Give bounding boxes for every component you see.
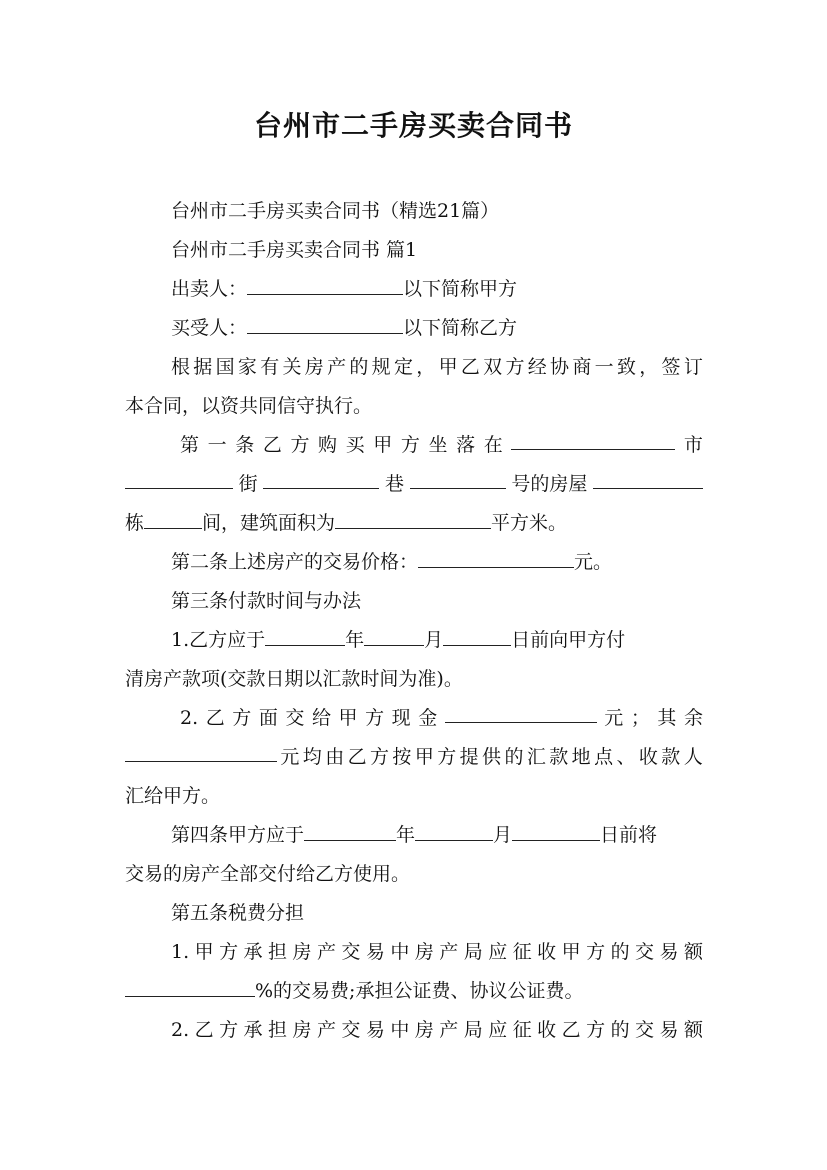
text-glyph: 方 (219, 941, 239, 963)
text-glyph: 易 (365, 1019, 385, 1041)
text-glyph: 2. (180, 707, 199, 729)
text-glyph: 月 (493, 824, 513, 846)
lane-blank (410, 470, 506, 489)
deliver-month-blank (415, 822, 493, 841)
text-glyph: 的 (504, 746, 524, 768)
text-glyph: 收 (638, 746, 658, 768)
text-glyph: 第 (180, 434, 200, 456)
text-glyph: 甲 (561, 941, 581, 963)
art5-p2-line-1 (171, 1016, 703, 1044)
text-glyph: 款 (549, 746, 569, 768)
remainder-blank (125, 743, 277, 762)
text-glyph: 方 (400, 434, 420, 456)
text-glyph: 元。 (574, 551, 613, 573)
text-glyph: 产 (316, 1019, 336, 1041)
text-glyph: 款 (661, 746, 681, 768)
street-blank (263, 470, 379, 489)
text-glyph: 甲 (194, 941, 214, 963)
text-glyph: 收 (537, 941, 557, 963)
text-glyph: 金 (418, 707, 438, 729)
text-glyph: 房 (292, 941, 312, 963)
text-glyph: 房 (304, 356, 324, 378)
text-glyph: 元 (604, 707, 624, 729)
text-glyph: 双 (483, 356, 503, 378)
text-glyph: 乙 (561, 1019, 581, 1041)
text-glyph: 按 (392, 746, 412, 768)
text-glyph: 担 (268, 1019, 288, 1041)
art2-line (171, 548, 703, 576)
text-glyph: 应 (488, 941, 508, 963)
preamble-line-2: 本合同，以资共同信守执行。 (125, 395, 373, 417)
art5-heading: 第五条税费分担 (171, 902, 305, 924)
text-glyph: 点 (594, 746, 614, 768)
text-glyph: 易 (365, 941, 385, 963)
seller-blank (247, 276, 403, 295)
text-glyph: 、 (616, 746, 636, 768)
intro-line: 台州市二手房买卖合同书（精选21篇） (171, 200, 500, 222)
text-glyph: 承 (243, 1019, 263, 1041)
text-glyph: 定 (393, 356, 413, 378)
text-glyph: 征 (512, 1019, 532, 1041)
text-glyph: 据 (193, 356, 213, 378)
text-glyph: 买 (345, 434, 365, 456)
art3-p2-line-3: 汇给甲方。 (125, 785, 221, 807)
text-glyph: 乙 (460, 356, 480, 378)
seller-label: 出卖人： (171, 278, 248, 300)
house-blank (593, 470, 703, 489)
text-glyph: 方 (437, 746, 457, 768)
text-glyph: 收 (537, 1019, 557, 1041)
area-blank (335, 510, 491, 529)
buyer-line (171, 314, 703, 342)
text-glyph: 产 (327, 356, 347, 378)
text-glyph: 面 (258, 707, 278, 729)
art3-p1-line-2: 清房产款项(交款日期以汇款时间为准)。 (125, 668, 463, 690)
text-glyph: 房 (414, 941, 434, 963)
seller-fee-rate-blank (125, 978, 255, 997)
text-glyph: ， (639, 356, 659, 378)
building-label: 栋 (125, 512, 145, 534)
art1-line-1 (180, 431, 703, 459)
text-glyph: 元 (280, 746, 300, 768)
text-glyph: 的 (610, 941, 630, 963)
text-glyph: 的 (610, 1019, 630, 1041)
pay-day-blank (443, 627, 511, 646)
text-glyph: 承 (243, 941, 263, 963)
text-glyph: 的 (349, 356, 369, 378)
text-glyph: 房 (414, 1019, 434, 1041)
text-glyph: 征 (512, 941, 532, 963)
pay-month-blank (364, 627, 424, 646)
text-glyph: 中 (390, 1019, 410, 1041)
text-glyph: 方 (505, 356, 525, 378)
city-blank (511, 431, 675, 450)
text-glyph: 根 (171, 356, 191, 378)
text-glyph: 余 (683, 707, 703, 729)
text-glyph: 日前向甲方付 (511, 629, 626, 651)
text-glyph: 条 (235, 434, 255, 456)
text-glyph: 甲 (338, 707, 358, 729)
text-glyph: 易 (659, 1019, 679, 1041)
text-glyph: 2. (171, 1019, 190, 1041)
text-glyph: 坐 (428, 434, 448, 456)
price-blank (418, 549, 574, 568)
text-glyph: 甲 (414, 746, 434, 768)
text-glyph: 额 (683, 1019, 703, 1041)
text-glyph: 局 (463, 941, 483, 963)
art3-p2-line-2 (125, 743, 703, 771)
text-glyph: 其 (657, 707, 677, 729)
deliver-year-blank (304, 822, 396, 841)
text-glyph: 乙 (205, 707, 225, 729)
text-glyph: 产 (316, 941, 336, 963)
text-glyph: 易 (659, 941, 679, 963)
text-glyph: 乙 (194, 1019, 214, 1041)
text-glyph: 1. (171, 941, 190, 963)
art3-p1-line-1 (171, 626, 703, 654)
text-glyph: 产 (439, 1019, 459, 1041)
text-glyph: 提 (459, 746, 479, 768)
text-glyph: 一 (594, 356, 614, 378)
room-label: 间，建筑面积为 (202, 512, 336, 534)
city-label: 市 (683, 434, 703, 456)
building-blank (144, 510, 202, 529)
seller-line (171, 275, 703, 303)
text-glyph: 甲 (373, 434, 393, 456)
text-glyph: 商 (572, 356, 592, 378)
text-glyph: 第四条甲方应于 (171, 824, 305, 846)
text-glyph: 有 (260, 356, 280, 378)
text-glyph: 担 (268, 941, 288, 963)
text-glyph: 落 (456, 434, 476, 456)
text-glyph: 一 (207, 434, 227, 456)
text-glyph: 协 (550, 356, 570, 378)
text-glyph: 汇 (526, 746, 546, 768)
seller-suffix: 以下简称甲方 (403, 278, 518, 300)
art4-line-1 (171, 821, 703, 849)
text-glyph: 乙 (347, 746, 367, 768)
text-glyph: ， (416, 356, 436, 378)
text-glyph: 方 (232, 707, 252, 729)
art3-p2-line-1 (180, 704, 703, 732)
text-glyph: 交 (285, 707, 305, 729)
text-glyph: 关 (282, 356, 302, 378)
text-glyph: 在 (483, 434, 503, 456)
deliver-day-blank (512, 822, 600, 841)
text-glyph: 局 (463, 1019, 483, 1041)
text-glyph: 交 (341, 941, 361, 963)
art3-heading: 第三条付款时间与办法 (171, 590, 362, 612)
text-glyph: 交 (635, 941, 655, 963)
city-name-blank (125, 470, 233, 489)
text-glyph: 乙 (262, 434, 282, 456)
text-glyph: 产 (439, 941, 459, 963)
text-glyph: 房 (292, 1019, 312, 1041)
buyer-label: 买受人： (171, 317, 248, 339)
text-glyph: 购 (318, 434, 338, 456)
art1-line-3 (125, 509, 703, 537)
art5-p1-line-1 (171, 938, 703, 966)
lane-label: 巷 (384, 473, 404, 495)
text-glyph: 人 (683, 746, 703, 768)
text-glyph: 方 (365, 707, 385, 729)
text-glyph: 由 (325, 746, 345, 768)
text-glyph: 现 (391, 707, 411, 729)
text-glyph: 甲 (438, 356, 458, 378)
cash-blank (445, 704, 597, 723)
text-glyph: %的交易费;承担公证费、协议公证费。 (255, 980, 584, 1002)
text-glyph: 方 (370, 746, 390, 768)
text-glyph: 月 (424, 629, 444, 651)
text-glyph: 给 (311, 707, 331, 729)
art1-line-2 (125, 470, 703, 498)
text-glyph: 经 (527, 356, 547, 378)
preamble-line-1 (171, 353, 703, 381)
text-glyph: 应 (488, 1019, 508, 1041)
art4-line-2: 交易的房产全部交付给乙方使用。 (125, 863, 411, 885)
pay-year-blank (265, 627, 345, 646)
text-glyph: 均 (302, 746, 322, 768)
document-title: 台州市二手房买卖合同书 (253, 109, 573, 142)
text-glyph: 订 (683, 356, 703, 378)
text-glyph: 致 (616, 356, 636, 378)
text-glyph: 签 (661, 356, 681, 378)
text-glyph: 供 (482, 746, 502, 768)
text-glyph: 规 (371, 356, 391, 378)
text-glyph: 中 (390, 941, 410, 963)
text-glyph: 年 (345, 629, 365, 651)
text-glyph: 额 (683, 941, 703, 963)
text-glyph: 方 (290, 434, 310, 456)
text-glyph: 方 (586, 1019, 606, 1041)
text-glyph: 交 (341, 1019, 361, 1041)
art5-p1-line-2 (125, 977, 703, 1005)
area-unit: 平方米。 (491, 512, 568, 534)
street-label: 街 (238, 473, 258, 495)
text-glyph: 国 (215, 356, 235, 378)
text-glyph: 家 (237, 356, 257, 378)
buyer-suffix: 以下简称乙方 (403, 317, 518, 339)
text-glyph: 1.乙方应于 (171, 629, 266, 651)
text-glyph: ； (630, 707, 650, 729)
buyer-blank (247, 315, 403, 334)
text-glyph: 地 (571, 746, 591, 768)
text-glyph: 交 (635, 1019, 655, 1041)
house-label: 号的房屋 (511, 473, 588, 495)
text-glyph: 第二条上述房产的交易价格： (171, 551, 419, 573)
text-glyph: 方 (586, 941, 606, 963)
text-glyph: 方 (219, 1019, 239, 1041)
text-glyph: 日前将 (600, 824, 658, 846)
chapter-heading: 台州市二手房买卖合同书 篇1 (171, 239, 418, 261)
text-glyph: 年 (396, 824, 416, 846)
